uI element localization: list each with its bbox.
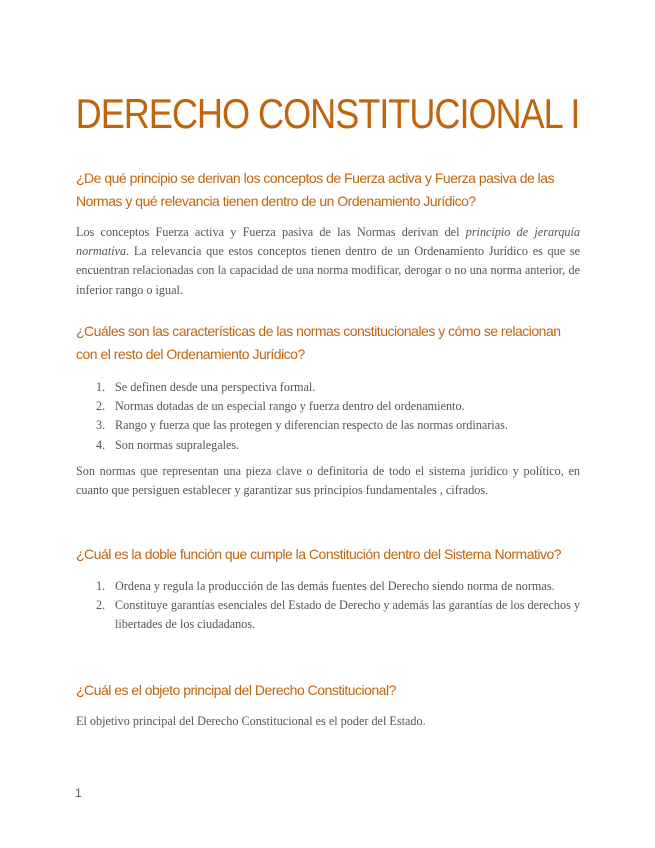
list-item <box>76 436 580 455</box>
section-1-answer <box>76 223 580 300</box>
list-number: 2. <box>96 598 106 613</box>
section-3-question: ¿Cuál es la doble función que cumple la Constitución dentro del Sistema Normativo? <box>76 546 562 562</box>
page-title: DERECHO CONSTITUCIONAL I <box>75 90 580 137</box>
list-number: 3. <box>96 418 106 433</box>
list-item <box>76 416 580 435</box>
list-number: 4. <box>96 437 106 452</box>
section-2-answer: Son normas que representan una pieza clave o definitoria de todo el sistema jurídico y político, en cuanto que persiguen establecer y garantizar sus principios fundamentales , cifrados. <box>76 464 580 498</box>
list-item <box>76 577 580 596</box>
page-number: 1 <box>75 786 82 800</box>
section-2-list <box>76 378 580 455</box>
list-number: 1. <box>96 380 106 394</box>
section-1-question: ¿De qué principio se derivan los conceptos de Fuerza activa y Fuerza pasiva de las Normas y qué relevancia tienen dentro de un Ordenamiento Jurídico? <box>76 170 555 209</box>
list-text: Son normas supralegales. <box>115 437 240 452</box>
list-text: Rango y fuerza que las protegen y diferencian respecto de las normas ordinarias. <box>115 418 508 433</box>
list-number: 1. <box>96 579 106 593</box>
list-number: 2. <box>96 399 106 414</box>
section-3-list <box>76 577 580 635</box>
list-text: Se definen desde una perspectiva formal. <box>115 380 316 394</box>
answer-emphasis: principio de jerarquía normativa <box>76 225 580 259</box>
section-4-question: ¿Cuál es el objeto principal del Derecho Constitucional? <box>76 682 396 698</box>
list-item <box>76 397 580 416</box>
section-2-question: ¿Cuáles son las características de las normas constitucionales y cómo se relacionan con el resto del Ordenamiento Jurídico? <box>76 323 561 362</box>
list-text: Constituye garantías esenciales del Estado de Derecho y además las garantías de los derechos y libertades de los ciudadanos. <box>115 598 580 632</box>
section-4-answer: El objetivo principal del Derecho Constitucional es el poder del Estado. <box>76 714 426 728</box>
list-text: Normas dotadas de un especial rango y fuerza dentro del ordenamiento. <box>115 399 465 414</box>
list-item <box>76 596 580 634</box>
list-item <box>76 378 580 397</box>
answer-text: Los conceptos Fuerza activa y Fuerza pasiva de las Normas derivan del <box>76 225 466 239</box>
answer-text: . La relevancia que estos conceptos tienen dentro de un Ordenamiento Jurídico es que se encuentran relacionadas con la capacidad de una norma modificar, derogar o no una norma anterior, de inferior rango o igual. <box>76 244 580 297</box>
list-text: Ordena y regula la producción de las demás fuentes del Derecho siendo norma de normas. <box>115 579 555 593</box>
